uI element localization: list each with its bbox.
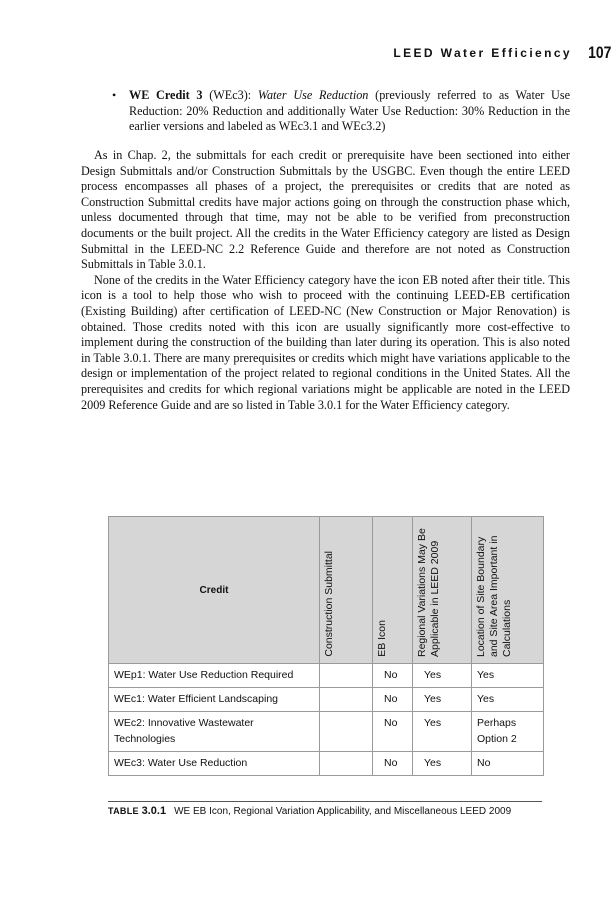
table-row (109, 752, 544, 776)
paragraph: None of the credits in the Water Efficiency category have the icon EB noted after their title. This icon is a tool to help those who wish to proceed with the continuing LEED-EB certification (Existing Building) after certification of LEED-NC (New Construction or Major Renovation) is obtained. Those credits noted with this icon are usually significantly more cost-effective to implement during the construction of the building than later during its operation. This is also noted in Table 3.0.1. There are many prerequisites or credits which might have variations applicable to the design or implementation of the project related to regional conditions in the United States. All the prerequisites and credits for which regional variations might be applicable are noted in the LEED 2009 Reference Guide and are so listed in Table 3.0.1 for the Water Efficiency category. (81, 272, 570, 412)
cell-construction (320, 664, 373, 688)
bullet-rest: (previously referred to as Water Use Reduction: 20% Reduction and additionally Water Use Reduction: 30% Reduction in the earlier versions and labeled as WEc3.1 and WEc3.2) (129, 88, 570, 134)
cell-credit: WEc2: Innovative Wastewater Technologies (109, 712, 320, 752)
table-caption (108, 801, 542, 818)
header-location (472, 517, 544, 664)
running-header-title: LEED Water Efficiency (393, 46, 572, 60)
header-eb (373, 517, 413, 664)
cell-eb: No (373, 688, 413, 712)
header-construction (320, 517, 373, 664)
cell-eb: No (373, 752, 413, 776)
cell-construction (320, 752, 373, 776)
header-regional-label: Regional Variations May Be Applicable in LEED 2009 (416, 528, 441, 657)
page-number: 107 (587, 43, 611, 62)
cell-location: Yes (472, 688, 544, 712)
bullet-lead: WE Credit 3 (129, 88, 203, 102)
table-header-row (109, 517, 544, 664)
cell-location: No (472, 752, 544, 776)
header-credit: Credit (109, 517, 320, 664)
cell-credit: WEp1: Water Use Reduction Required (109, 664, 320, 688)
cell-credit: WEc3: Water Use Reduction (109, 752, 320, 776)
cell-construction (320, 688, 373, 712)
credits-table (108, 516, 544, 776)
header-eb-label: EB Icon (376, 620, 388, 657)
bullet-italic-title: Water Use Reduction (257, 88, 369, 102)
bullet-text (129, 88, 570, 135)
running-header (0, 44, 614, 66)
bullet-code: (WEc3): (202, 88, 258, 102)
bullet-we-credit-3 (112, 88, 570, 135)
table-row (109, 712, 544, 752)
cell-regional: Yes (413, 752, 472, 776)
header-regional (413, 517, 472, 664)
cell-regional: Yes (413, 712, 472, 752)
paragraph: As in Chap. 2, the submittals for each credit or prerequisite have been sectioned into either Design Submittals and/or Construction Submittals by the USGBC. Even though the entire LEED process encompasses all phases of a project, the prerequisites or credits that are noted as Construction Submittal credits have major actions going on through the construction phase which, unless documented through that time, may not be able to be verified from preconstruction documents or the built project. All the credits in the Water Efficiency category are listed as Design Submittal in the LEED-NC 2.2 Reference Guide and therefore are not noted as Construction Submittals in Table 3.0.1. (81, 148, 570, 272)
cell-location: Yes (472, 664, 544, 688)
caption-label: TABLE (108, 806, 139, 816)
caption-number: 3.0.1 (141, 805, 167, 817)
header-location-label: Location of Site Boundary and Site Area Important in Calculations (475, 535, 513, 657)
cell-eb: No (373, 664, 413, 688)
cell-regional: Yes (413, 688, 472, 712)
caption-text: WE EB Icon, Regional Variation Applicability, and Miscellaneous LEED 2009 (174, 806, 512, 817)
table-row (109, 688, 544, 712)
cell-regional: Yes (413, 664, 472, 688)
cell-location: Perhaps Option 2 (472, 712, 544, 752)
body-text (81, 148, 570, 413)
cell-eb: No (373, 712, 413, 752)
bullet-dot-icon: • (112, 88, 117, 102)
cell-construction (320, 712, 373, 752)
header-construction-label: Construction Submittal (323, 551, 335, 657)
table-row (109, 664, 544, 688)
cell-credit: WEc1: Water Efficient Landscaping (109, 688, 320, 712)
